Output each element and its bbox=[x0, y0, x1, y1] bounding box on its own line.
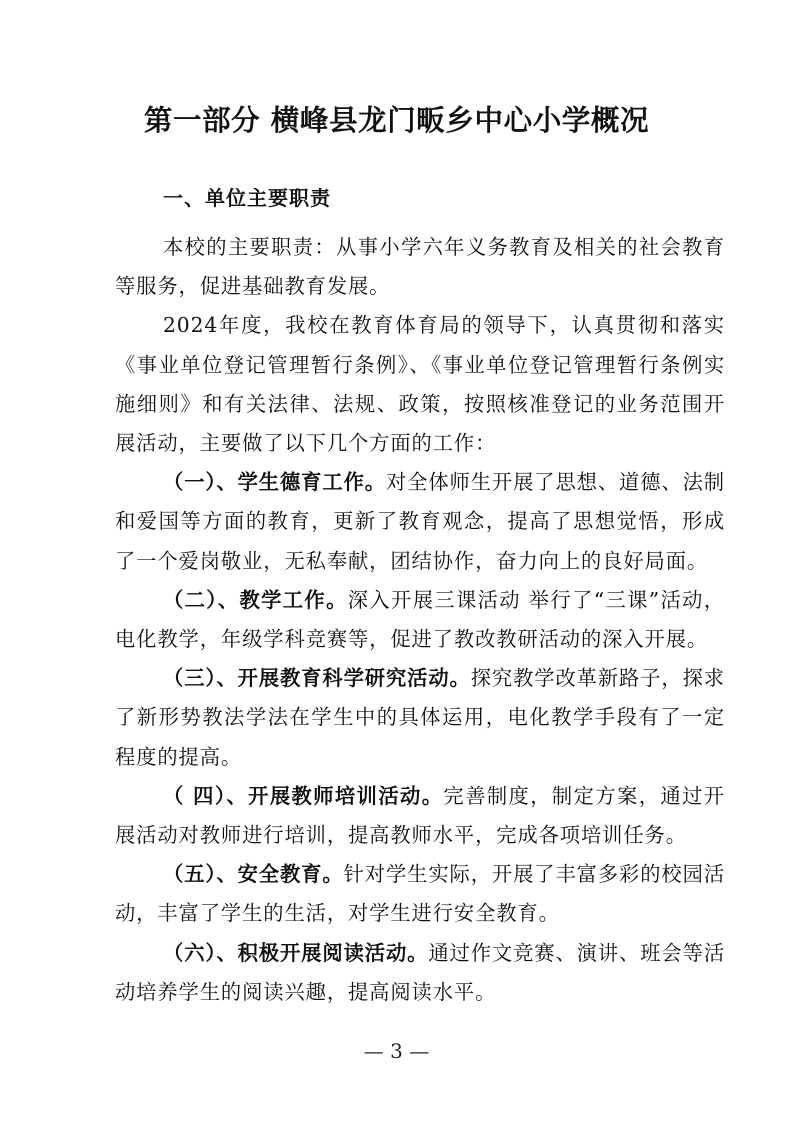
paragraph-lead: （六）、积极开展阅读活动。 bbox=[163, 940, 429, 965]
paragraph-text: 深入开展三课活动 举行了“三课”活动，电化教学，年级学科竞赛等，促进了教改教研活动的深入开展。 bbox=[115, 587, 725, 652]
paragraph-text: 2024年度，我校在教育体育局的领导下，认真贯彻和落实《事业单位登记管理暂行条例》、《事业单位登记管理暂行条例实施细则》和有关法律、法规、政策，按照核准登记的业务范围开展活动，主要做了以下几个方面的工作： bbox=[115, 313, 725, 456]
paragraph-safety bbox=[115, 855, 725, 933]
paragraph-duties bbox=[115, 228, 725, 306]
paragraph-reading bbox=[115, 934, 725, 1012]
paragraph-lead: （三）、开展教育科学研究活动。 bbox=[163, 666, 471, 691]
section-heading: 一、单位主要职责 bbox=[163, 186, 331, 210]
paragraph-text: 对全体师生开展了思想、道德、法制和爱国等方面的教育，更新了教育观念，提高了思想觉悟，形成了一个爱岗敬业，无私奉献，团结协作，奋力向上的良好局面。 bbox=[115, 470, 725, 573]
paragraph-lead: （ 四）、开展教师培训活动。 bbox=[163, 783, 444, 808]
document-body bbox=[115, 228, 725, 1012]
paragraph-text: 通过作文竞赛、演讲、班会等活动培养学生的阅读兴趣，提高阅读水平。 bbox=[115, 940, 725, 1004]
paragraph-text: 本校的主要职责：从事小学六年义务教育及相关的社会教育等服务，促进基础教育发展。 bbox=[115, 235, 725, 299]
paragraph-research bbox=[115, 659, 725, 777]
paragraph-annual-overview bbox=[115, 306, 725, 463]
paragraph-text: 探究教学改革新路子，探求了新形势教法学法在学生中的具体运用，电化教学手段有了一定程度的提高。 bbox=[115, 666, 725, 769]
paragraph-lead: （二）、教学工作。 bbox=[163, 587, 348, 612]
paragraph-text: 针对学生实际，开展了丰富多彩的校园活动，丰富了学生的生活，对学生进行安全教育。 bbox=[115, 862, 725, 926]
paragraph-lead: （一）、学生德育工作。 bbox=[163, 470, 386, 495]
paragraph-lead: （五）、安全教育。 bbox=[163, 862, 344, 887]
paragraph-text: 完善制度，制定方案，通过开展活动对教师进行培训，提高教师水平，完成各项培训任务。 bbox=[115, 783, 725, 848]
paragraph-moral-education bbox=[115, 463, 725, 581]
paragraph-teacher-training bbox=[115, 777, 725, 855]
page-title: 第一部分 横峰县龙门畈乡中心小学概况 bbox=[143, 104, 650, 137]
paragraph-teaching bbox=[115, 581, 725, 659]
page-number: — 3 — bbox=[363, 1039, 430, 1063]
